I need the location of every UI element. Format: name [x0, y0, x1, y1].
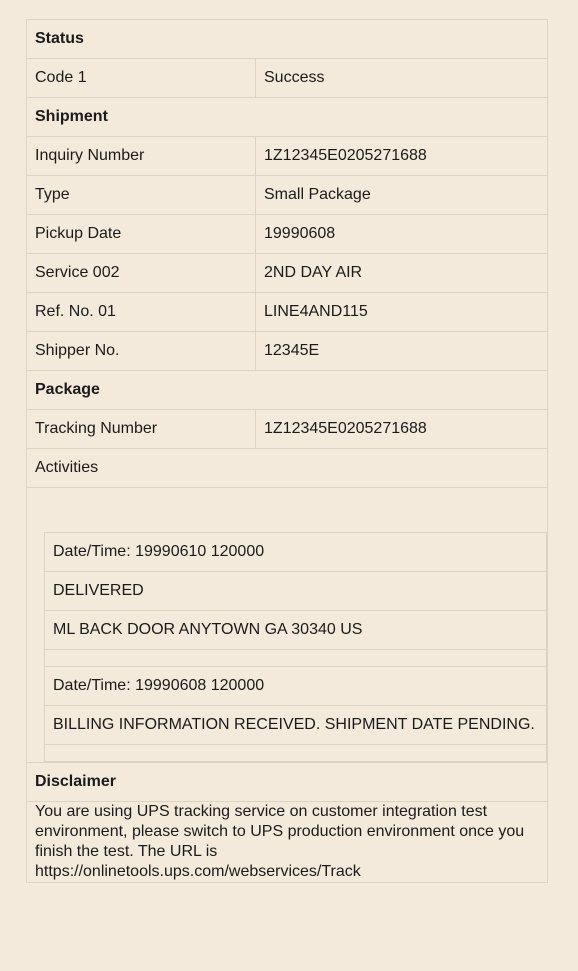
status-code-value: Success	[256, 59, 548, 98]
activity-spacer	[45, 650, 547, 667]
shipper-no-value: 12345E	[256, 332, 548, 371]
type-value: Small Package	[256, 176, 548, 215]
status-code-label: Code 1	[27, 59, 256, 98]
status-code-row	[27, 59, 548, 98]
spacer-cell	[45, 745, 547, 762]
activity-row	[45, 533, 547, 572]
activity-datetime: Date/Time: 19990610 120000	[45, 533, 547, 572]
activity-datetime: Date/Time: 19990608 120000	[45, 667, 547, 706]
table-row	[27, 293, 548, 332]
activity-spacer	[45, 745, 547, 762]
pickup-date-value: 19990608	[256, 215, 548, 254]
disclaimer-header-row	[27, 763, 548, 802]
type-label: Type	[27, 176, 256, 215]
activities-container	[27, 488, 548, 763]
ref-no-label: Ref. No. 01	[27, 293, 256, 332]
tracking-results	[26, 19, 548, 883]
activity-row	[45, 667, 547, 706]
shipper-no-label: Shipper No.	[27, 332, 256, 371]
pickup-date-label: Pickup Date	[27, 215, 256, 254]
activity-row	[45, 706, 547, 745]
tracking-table	[26, 19, 548, 883]
table-row	[27, 215, 548, 254]
activities-label: Activities	[27, 449, 548, 488]
tracking-number-value: 1Z12345E0205271688	[256, 410, 548, 449]
table-row	[27, 137, 548, 176]
activity-status: DELIVERED	[45, 572, 547, 611]
shipment-header-row	[27, 98, 548, 137]
table-row	[27, 254, 548, 293]
activities-row	[27, 488, 548, 763]
activity-status: BILLING INFORMATION RECEIVED. SHIPMENT DATE PENDING.	[45, 706, 547, 745]
spacer-cell	[45, 650, 547, 667]
shipment-heading: Shipment	[27, 98, 548, 137]
table-row	[27, 332, 548, 371]
inquiry-number-value: 1Z12345E0205271688	[256, 137, 548, 176]
disclaimer-heading: Disclaimer	[27, 763, 548, 802]
activities-table	[44, 532, 547, 762]
package-heading: Package	[27, 371, 548, 410]
activity-location: ML BACK DOOR ANYTOWN GA 30340 US	[45, 611, 547, 650]
status-header-row	[27, 20, 548, 59]
package-header-row	[27, 371, 548, 410]
disclaimer-row	[27, 802, 548, 883]
ref-no-value: LINE4AND115	[256, 293, 548, 332]
activities-header-row	[27, 449, 548, 488]
status-heading: Status	[27, 20, 548, 59]
table-row	[27, 410, 548, 449]
inquiry-number-label: Inquiry Number	[27, 137, 256, 176]
service-value: 2ND DAY AIR	[256, 254, 548, 293]
disclaimer-text: You are using UPS tracking service on customer integration test environment, please switch to UPS production environment once you finish the test. The URL is https://onlinetools.ups.com/webservices/Track	[27, 802, 548, 883]
table-row	[27, 176, 548, 215]
tracking-number-label: Tracking Number	[27, 410, 256, 449]
activity-row	[45, 611, 547, 650]
service-label: Service 002	[27, 254, 256, 293]
activity-row	[45, 572, 547, 611]
